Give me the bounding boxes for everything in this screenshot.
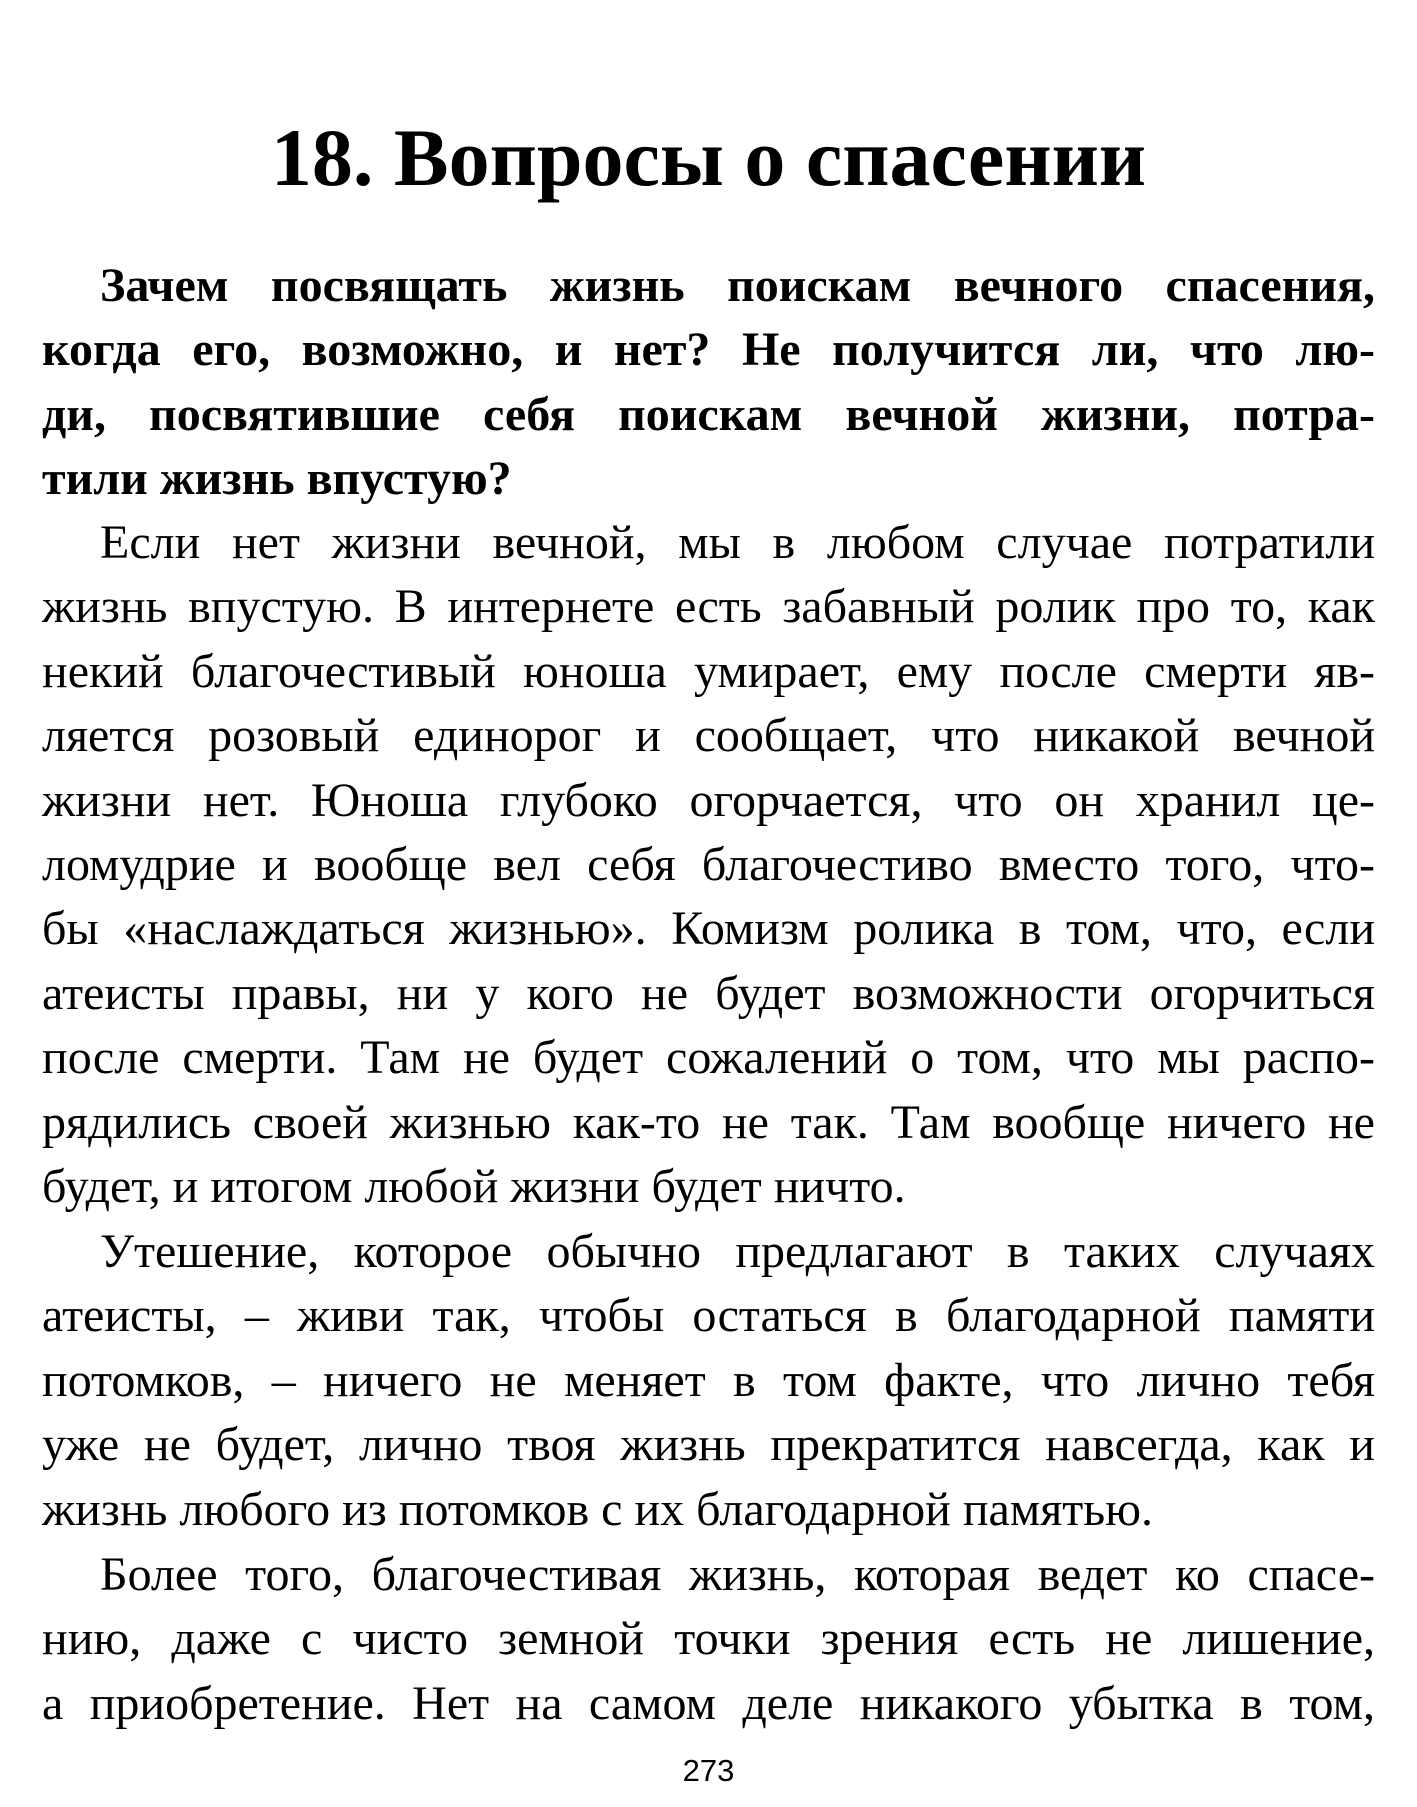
page-number: 273 — [682, 1753, 735, 1788]
chapter-title: 18. Вопросы о спасении — [270, 112, 1147, 203]
text-line: жизнь впустую. В интернете есть забавный ролик про то, как — [42, 580, 1375, 634]
answer-paragraph-2 — [42, 1220, 1375, 1542]
question-line: ди, посвятившие себя поискам вечной жизни, потра- — [42, 387, 1375, 441]
text-line: бы «наслаждаться жизнью». Комизм ролика в том, что, если — [42, 902, 1375, 956]
text-line: жизнь любого из потомков с их благодарной памятью. — [42, 1482, 1154, 1536]
text-line: ляется розовый единорог и сообщает, что никакой вечной — [42, 709, 1375, 763]
question-line: Зачем посвящать жизнь поискам вечного спасения, — [100, 259, 1375, 312]
text-line: после смерти. Там не будет сожалений о том, что мы распо- — [42, 1031, 1375, 1085]
text-line: некий благочестивый юноша умирает, ему после смерти яв- — [42, 644, 1375, 698]
text-line: ломудрие и вообще вел себя благочестиво вместо того, что- — [42, 838, 1375, 892]
text-line: уже не будет, лично твоя жизнь прекратится навсегда, как и — [42, 1418, 1375, 1472]
text-line: Более того, благочестивая жизнь, которая ведет ко спасе- — [100, 1548, 1375, 1601]
text-line: а приобретение. Нет на самом деле никакого убытка в том, — [42, 1676, 1375, 1730]
text-line: рядились своей жизнью как-то не так. Там вообще ничего не — [42, 1095, 1375, 1149]
text-line: атеисты правы, ни у кого не будет возможности огорчиться — [42, 966, 1375, 1020]
text-line: нию, даже с чисто земной точки зрения есть не лишение, — [42, 1612, 1375, 1666]
question-line: тили жизнь впустую? — [42, 452, 512, 506]
question-paragraph — [42, 254, 1375, 512]
text-line: жизни нет. Юноша глубоко огорчается, что он хранил це- — [42, 773, 1375, 827]
answer-paragraph-3 — [42, 1543, 1375, 1736]
text-line: будет, и итогом любой жизни будет ничто. — [42, 1160, 906, 1214]
text-line: Если нет жизни вечной, мы в любом случае потратили — [100, 516, 1375, 569]
text-line: атеисты, – живи так, чтобы остаться в благодарной памяти — [42, 1289, 1375, 1343]
question-line: когда его, возможно, и нет? Не получится ли, что лю- — [42, 323, 1375, 377]
book-page — [42, 0, 1375, 1807]
text-line: Утешение, которое обычно предлагают в таких случаях — [100, 1225, 1375, 1278]
text-line: потомков, – ничего не меняет в том факте, что лично тебя — [42, 1353, 1375, 1407]
answer-paragraph-1 — [42, 511, 1375, 1219]
